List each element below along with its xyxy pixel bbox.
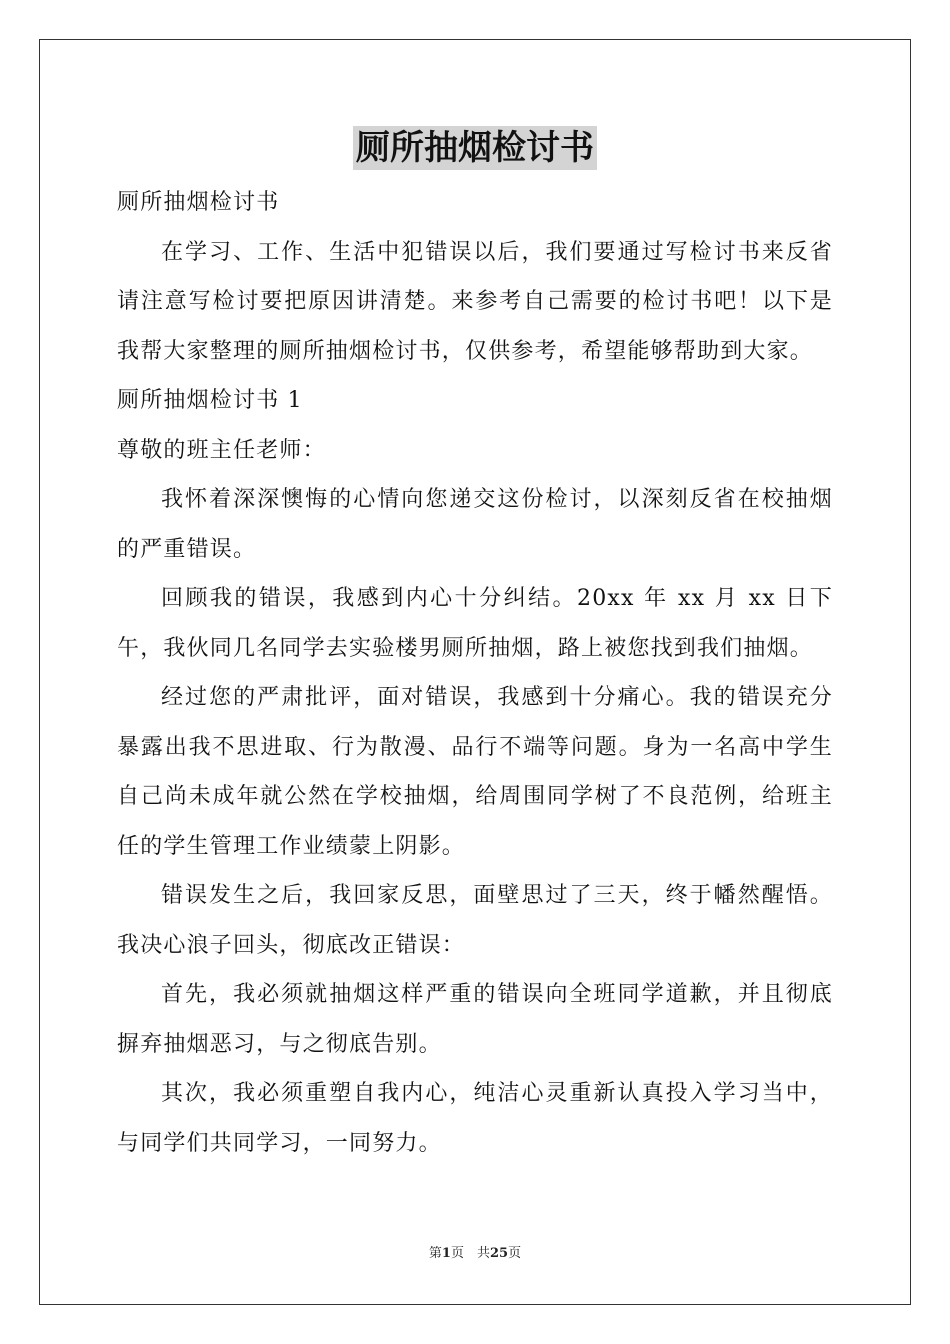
document-title [0,126,950,170]
page-suffix: 页 [508,1246,522,1261]
paragraph: 经过您的严肃批评，面对错误，我感到十分痛心。我的错误充分暴露出我不思进取、行为散漫、品行不端等问题。身为一名高中学生自己尚未成年就公然在学校抽烟，给周围同学树了不良范例，给班主任的学生管理工作业绩蒙上阴影。 [117,685,833,859]
paragraph: 尊敬的班主任老师： [117,437,326,463]
paragraph: 回顾我的错误，我感到内心十分纠结。20xx 年 xx 月 xx 日下午，我伙同几名同学去实验楼男厕所抽烟，路上被您找到我们抽烟。 [117,586,833,661]
paragraph: 在学习、工作、生活中犯错误以后，我们要通过写检讨书来反省请注意写检讨要把原因讲清楚。来参考自己需要的检讨书吧！以下是我帮大家整理的厕所抽烟检讨书，仅供参考，希望能够帮助到大家。 [117,239,833,364]
paragraph: 我怀着深深懊悔的心情向您递交这份检讨，以深刻反省在校抽烟的严重错误。 [117,487,833,562]
page-mid: 页 共 [450,1246,490,1261]
paragraph: 厕所抽烟检讨书 [117,190,280,215]
document-title-text: 厕所抽烟检讨书 [353,126,597,170]
total-pages-number: 25 [489,1246,509,1261]
current-page-number: 1 [441,1246,451,1261]
paragraph: 首先，我必须就抽烟这样严重的错误向全班同学道歉，并且彻底摒弃抽烟恶习，与之彻底告别。 [117,982,833,1057]
document-body [117,178,833,1168]
paragraph: 错误发生之后，我回家反思，面壁思过了三天，终于幡然醒悟。我决心浪子回头，彻底改正错误： [117,883,833,958]
page-footer [0,1244,950,1264]
paragraph: 厕所抽烟检讨书 1 [117,388,303,413]
page-prefix: 第 [428,1246,442,1261]
paragraph: 其次，我必须重塑自我内心，纯洁心灵重新认真投入学习当中，与同学们共同学习，一同努力。 [117,1081,833,1156]
